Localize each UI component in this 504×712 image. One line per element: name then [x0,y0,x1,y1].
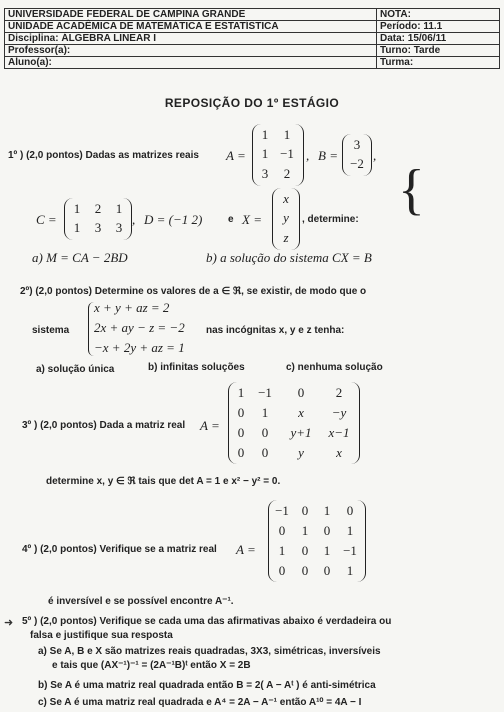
header-grade: NOTA: [377,9,500,21]
matrix-cell: 0 [301,563,309,578]
matrix-cell: 3 [353,137,361,152]
matrix-cell: −1 [275,503,289,518]
matrix-cell: 1 [261,146,269,161]
matrix-cell: 1 [323,503,331,518]
q1-matrix-C [64,198,132,240]
q1-matrix-B [342,134,372,176]
matrix-cell: 3 [115,220,123,235]
q2-option-c: c) nenhuma solução [286,362,383,373]
matrix-cell: 0 [278,523,286,538]
q5-item-b: b) Se A é uma matriz real quadrada então B = 2( A − Aᵗ ) é anti-simétrica [38,680,376,691]
matrix-cell: 0 [237,445,245,460]
matrix-cell: −y [331,405,347,420]
matrix-cell: x [298,405,304,420]
q1-matrix-X [272,188,300,250]
q2-intro: 2º) (2,0 pontos) Determine os valores de a ∈ ℜ, se existir, de modo que o [20,286,367,297]
q5-intro: 5º ) (2,0 pontos) Verifique se cada uma das afirmativas abaixo é verdadeira ou [22,616,392,627]
header-class: Turma: [377,57,500,69]
matrix-cell: 0 [323,523,331,538]
matrix-cell: 1 [283,127,291,142]
matrix-cell: 1 [301,523,309,538]
q3-determine: determine x, y ∈ ℜ tais que det A = 1 e x² − y² = 0. [46,476,281,487]
q5-intro-2: falsa e justifique sua resposta [30,630,173,641]
matrix-cell: 1 [115,201,123,216]
header-professor: Professor(a): [5,45,377,57]
matrix-cell: 1 [261,405,269,420]
q2-equation-2: 2x + ay − z = −2 [94,320,185,335]
q2-unknowns: nas incógnitas x, y e z tenha: [206,325,345,336]
header-period: Período: 11.1 [377,21,500,33]
q3-intro: 3º ) (2,0 pontos) Dada a matriz real [22,420,186,431]
matrix-cell: 0 [301,543,309,558]
matrix-cell: y+1 [290,425,312,440]
q1-C-label: C = [36,212,57,227]
matrix-cell: 0 [237,425,245,440]
matrix-cell: 1 [323,543,331,558]
matrix-cell: 2 [94,201,102,216]
header-course: Disciplina: ÁLGEBRA LINEAR I [5,33,377,45]
matrix-cell: −1 [280,146,294,161]
matrix-cell: x−1 [328,425,350,440]
header-table [4,8,500,69]
matrix-cell: y [283,210,289,225]
matrix-cell: 1 [237,385,245,400]
matrix-cell: −1 [258,385,272,400]
q1-A-label: A = [226,148,246,163]
matrix-cell: 1 [73,220,81,235]
matrix-cell: 0 [261,445,269,460]
q5-item-a-line2: e tais que (AX⁻¹)⁻¹ = (2A⁻¹B)ᵗ então X = 2B [52,660,251,671]
matrix-cell: 1 [278,543,286,558]
matrix-cell: −1 [343,543,357,558]
q1-intro: 1º ) (2,0 pontos) Dadas as matrizes reais [8,150,199,161]
q1-part-a: a) M = CA − 2BD [32,250,128,265]
matrix-cell: 2 [283,166,291,181]
q1-matrix-A [252,124,304,186]
header-unit: UNIDADE ACADÊMICA DE MATEMÁTICA E ESTATÍSTICA [5,21,377,33]
q4-intro: 4º ) (2,0 pontos) Verifique se a matriz real [22,544,217,555]
matrix-cell: 0 [297,385,305,400]
q1-D-label: D = (−1 2) [144,212,203,227]
q5-item-a-line1: a) Se A, B e X são matrizes reais quadradas, 3X3, simétricas, inversíveis [38,646,381,657]
matrix-cell: 2 [335,385,343,400]
header-institution: UNIVERSIDADE FEDERAL DE CAMPINA GRANDE [5,9,377,21]
matrix-cell: z [283,230,289,245]
matrix-cell: x [283,191,289,206]
q1-determine: , determine: [302,214,359,225]
matrix-cell: 0 [301,503,309,518]
q5-item-c: c) Se A é uma matriz real quadrada e A⁴ = 2A − A⁻¹ então A¹⁰ = 4A − I [38,697,362,708]
q4-matrix-A [268,500,366,582]
matrix-cell: x [336,445,342,460]
q2-equation-1: x + y + az = 2 [94,300,170,315]
matrix-cell: 1 [73,201,81,216]
q3-A-label: A = [200,418,220,433]
header-student: Aluno(a): [5,57,377,69]
q3-matrix-A [228,382,360,464]
matrix-cell: 3 [261,166,269,181]
q2-sistema-label: sistema [32,325,70,336]
header-shift: Turno: Tarde [377,45,500,57]
page-title: REPOSIÇÃO DO 1º ESTÁGIO [164,96,340,110]
handwritten-brace: { [398,159,425,221]
matrix-cell: 1 [261,127,269,142]
header-date: Data: 15/06/11 [377,33,500,45]
q2-option-b: b) infinitas soluções [148,362,245,373]
handwritten-arrow-icon: ➜ [4,617,14,629]
q2-equation-3: −x + 2y + az = 1 [94,340,185,355]
matrix-cell: 1 [346,523,354,538]
matrix-cell: 1 [346,563,354,578]
matrix-cell: 0 [323,563,331,578]
matrix-cell: −2 [350,156,364,171]
matrix-cell: 0 [278,563,286,578]
q4-footer: é inversível e se possível encontre A⁻¹. [48,596,234,607]
q1-X-label: X = [242,212,262,227]
matrix-cell: y [298,445,304,460]
q2-option-a: a) solução única [36,364,115,375]
matrix-cell: 3 [94,220,102,235]
matrix-cell: 0 [346,503,354,518]
q1-and: e [228,214,234,225]
matrix-cell: 0 [237,405,245,420]
q1-part-b: b) a solução do sistema CX = B [206,250,372,265]
q1-B-label: B = [318,148,338,163]
matrix-cell: 0 [261,425,269,440]
q4-A-label: A = [236,542,256,557]
